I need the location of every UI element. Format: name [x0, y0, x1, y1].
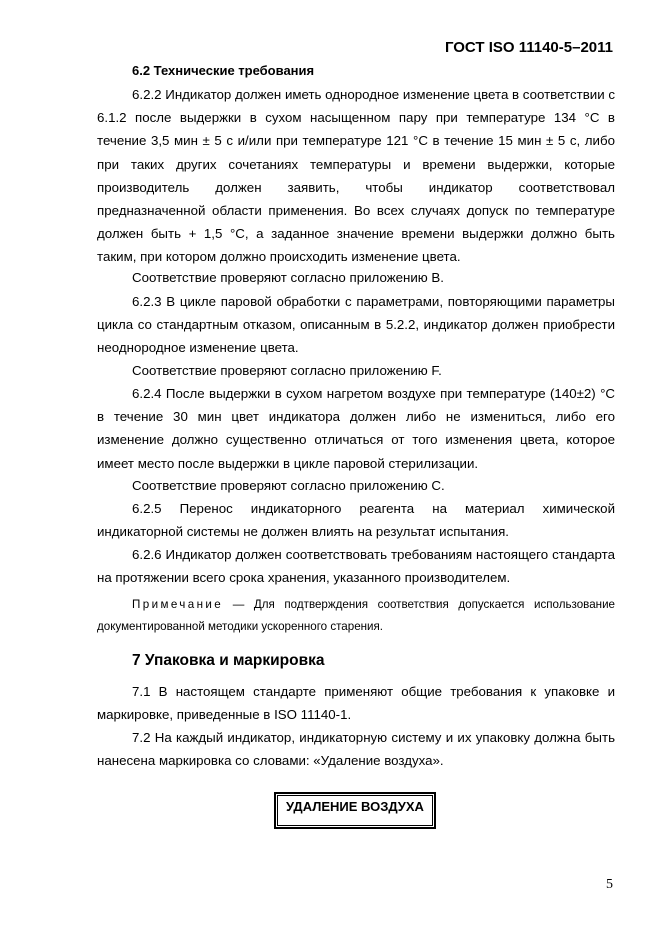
marking-label-box: [274, 792, 436, 829]
note-block: [97, 594, 615, 638]
section-6-2-heading: 6.2 Технические требования: [132, 63, 315, 78]
paragraph-check-annex-f: Соответствие проверяют согласно приложению F.: [132, 363, 442, 378]
section-7-heading: 7 Упаковка и маркировка: [132, 652, 325, 669]
note-text: — Для подтверждения соответствия допускается использование документированной методики ускоренного старения.: [97, 598, 615, 633]
page-number: 5: [606, 877, 613, 892]
document-code-header: ГОСТ ISO 11140-5–2011: [444, 39, 613, 56]
paragraph-6-2-6: 6.2.6 Индикатор должен соответствовать требованиям настоящего стандарта на протяжении всего срока хранения, указанного производителем.: [97, 547, 615, 586]
paragraph-6-2-4: 6.2.4 После выдержки в сухом нагретом воздухе при температуре (140±2) °С в течение 30 мин цвет индикатора должен либо не измениться, либо его изменение должно существенно отличаться от того изменения цвета, которое имеет место после выдержки в цикле паровой стерилизации.: [97, 386, 615, 471]
paragraph-6-2-3: 6.2.3 В цикле паровой обработки с параметрами, повторяющими параметры цикла со стандартным отказом, описанным в 5.2.2, индикатор должен приобрести неоднородное изменение цвета.: [97, 294, 615, 356]
paragraph-7-1: 7.1 В настоящем стандарте применяют общие требования к упаковке и маркировке, приведенные в ISO 11140-1.: [97, 684, 615, 723]
paragraph-7-2: 7.2 На каждый индикатор, индикаторную систему и их упаковку должна быть нанесена маркировка со словами: «Удаление воздуха».: [97, 730, 615, 769]
paragraph-6-2-5: 6.2.5 Перенос индикаторного реагента на материал химической индикаторной системы не должен влиять на результат испытания.: [97, 501, 615, 540]
marking-label-text: УДАЛЕНИЕ ВОЗДУХА: [277, 795, 433, 826]
note-label: Примечание: [132, 598, 224, 611]
paragraph-6-2-2: 6.2.2 Индикатор должен иметь однородное изменение цвета в соответствии с 6.1.2 после выдержки в сухом насыщенном пару при температуре 134 °С в течение 3,5 мин ± 5 с и/или при температуре 121 °С в течение 15 мин ± 5 с, либо при таких других сочетаниях температуры и времени выдержки, которые производитель должен заявить, чтобы индикатор соответствовал предназначенной области применения. Во всех случаях допуск по температуре должен быть + 1,5 °С, а заданное значение времени выдержки должно быть таким, при котором должно происходить изменение цвета.: [97, 87, 615, 265]
paragraph-check-annex-b: Соответствие проверяют согласно приложению B.: [132, 270, 444, 285]
paragraph-check-annex-c: Соответствие проверяют согласно приложению C.: [132, 478, 445, 493]
